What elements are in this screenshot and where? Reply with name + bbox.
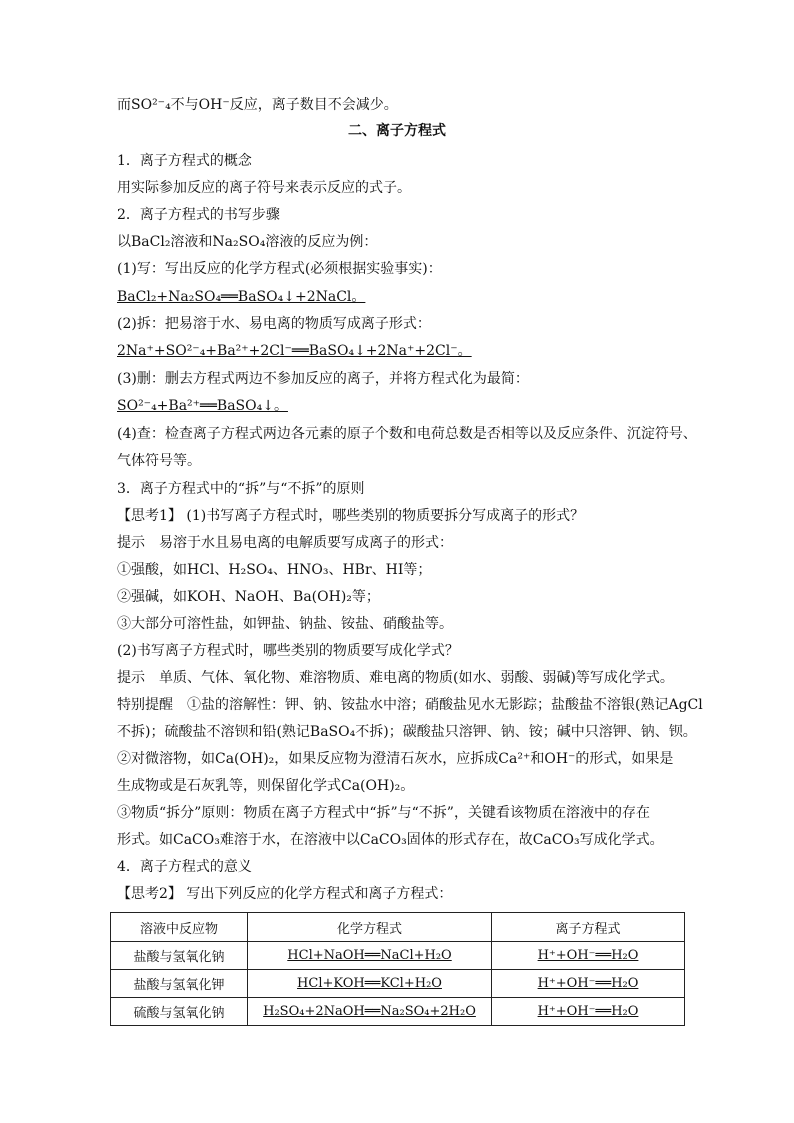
hint-line: 提示 单质、气体、氧化物、难溶物质、难电离的物质(如水、弱酸、弱碱)等写成化学式。 (117, 670, 674, 686)
note-line: 特别提醒 ①盐的溶解性：钾、钠、铵盐水中溶；硝酸盐见水无影踪；盐酸盐不溶银(熟记AgCl (117, 697, 703, 713)
hint-line: 提示 易溶于水且易电离的电解质要写成离子的形式： (117, 535, 453, 551)
note-line: ③物质“拆分”原则：物质在离子方程式中“拆”与“不拆”，关键看该物质在溶液中的存在 (117, 805, 650, 821)
equation-line: SO²⁻₄+Ba²⁺══BaSO₄↓。 (117, 398, 288, 414)
subsection-heading: 3．离子方程式中的“拆”与“不拆”的原则 (117, 481, 365, 497)
text-line: 以BaCl₂溶液和Na₂SO₄溶液的反应为例： (117, 234, 378, 250)
think-question: (2)书写离子方程式时，哪些类别的物质要写成化学式？ (117, 643, 459, 659)
table-row (111, 998, 685, 1026)
text-line: (4)查：检查离子方程式两边各元素的原子个数和电荷总数是否相等以及反应条件、沉淀符号、 (117, 426, 697, 442)
table-cell: 盐酸与氢氧化钾 (111, 970, 248, 998)
text-line: 而SO²⁻₄不与OH⁻反应，离子数目不会减少。 (117, 97, 398, 113)
text-line: (3)删：删去方程式两边不参加反应的离子，并将方程式化为最简： (117, 371, 529, 387)
table-header-row (111, 913, 685, 942)
think-question: 【思考2】 写出下列反应的化学方程式和离子方程式： (117, 886, 453, 902)
text-line: (2)拆：把易溶于水、易电离的物质写成离子形式： (117, 316, 431, 332)
table-header: 溶液中反应物 (111, 913, 248, 942)
table-header: 离子方程式 (492, 913, 685, 942)
table-row (111, 942, 685, 970)
subsection-heading: 1．离子方程式的概念 (117, 153, 252, 169)
note-line: ②对微溶物，如Ca(OH)₂，如果反应物为澄清石灰水，应拆成Ca²⁺和OH⁻的形式，如果是 (117, 751, 674, 767)
text-line: ①强酸，如HCl、H₂SO₄、HNO₃、HBr、HI等； (117, 562, 432, 578)
table-cell: H₂SO₄+2NaOH══Na₂SO₄+2H₂O (248, 998, 492, 1026)
table-header: 化学方程式 (248, 913, 492, 942)
think-question: 【思考1】 (1)书写离子方程式时，哪些类别的物质要拆分写成离子的形式？ (117, 508, 585, 524)
text-line: 用实际参加反应的离子符号来表示反应的式子。 (117, 180, 411, 196)
note-line: 不拆)；硫酸盐不溶钡和铅(熟记BaSO₄不拆)；碳酸盐只溶钾、钠、铵；碱中只溶钾、钠、钡。 (117, 724, 697, 740)
subsection-heading: 4．离子方程式的意义 (117, 859, 252, 875)
table-cell: H⁺+OH⁻══H₂O (492, 970, 685, 998)
note-line: 生成物或是石灰乳等，则保留化学式Ca(OH)₂。 (117, 778, 415, 794)
equation-line: BaCl₂+Na₂SO₄══BaSO₄↓+2NaCl。 (117, 289, 366, 305)
table-cell: HCl+NaOH══NaCl+H₂O (248, 942, 492, 970)
text-line: ②强碱，如KOH、NaOH、Ba(OH)₂等； (117, 589, 380, 605)
text-line: (1)写：写出反应的化学方程式(必须根据实验事实)： (117, 261, 442, 277)
table-cell: 硫酸与氢氧化钠 (111, 998, 248, 1026)
subsection-heading: 2．离子方程式的书写步骤 (117, 207, 280, 223)
table-cell: H⁺+OH⁻══H₂O (492, 942, 685, 970)
note-line: 形式。如CaCO₃难溶于水，在溶液中以CaCO₃固体的形式存在，故CaCO₃写成化学式。 (117, 832, 664, 848)
reaction-table (110, 912, 685, 1026)
table-row (111, 970, 685, 998)
table-cell: HCl+KOH══KCl+H₂O (248, 970, 492, 998)
text-line: 气体符号等。 (117, 453, 201, 469)
equation-line: 2Na⁺+SO²⁻₄+Ba²⁺+2Cl⁻══BaSO₄↓+2Na⁺+2Cl⁻。 (117, 343, 472, 359)
text-line: ③大部分可溶性盐，如钾盐、钠盐、铵盐、硝酸盐等。 (117, 616, 453, 632)
table-cell: H⁺+OH⁻══H₂O (492, 998, 685, 1026)
section-heading: 二、离子方程式 (348, 123, 446, 139)
table-cell: 盐酸与氢氧化钠 (111, 942, 248, 970)
